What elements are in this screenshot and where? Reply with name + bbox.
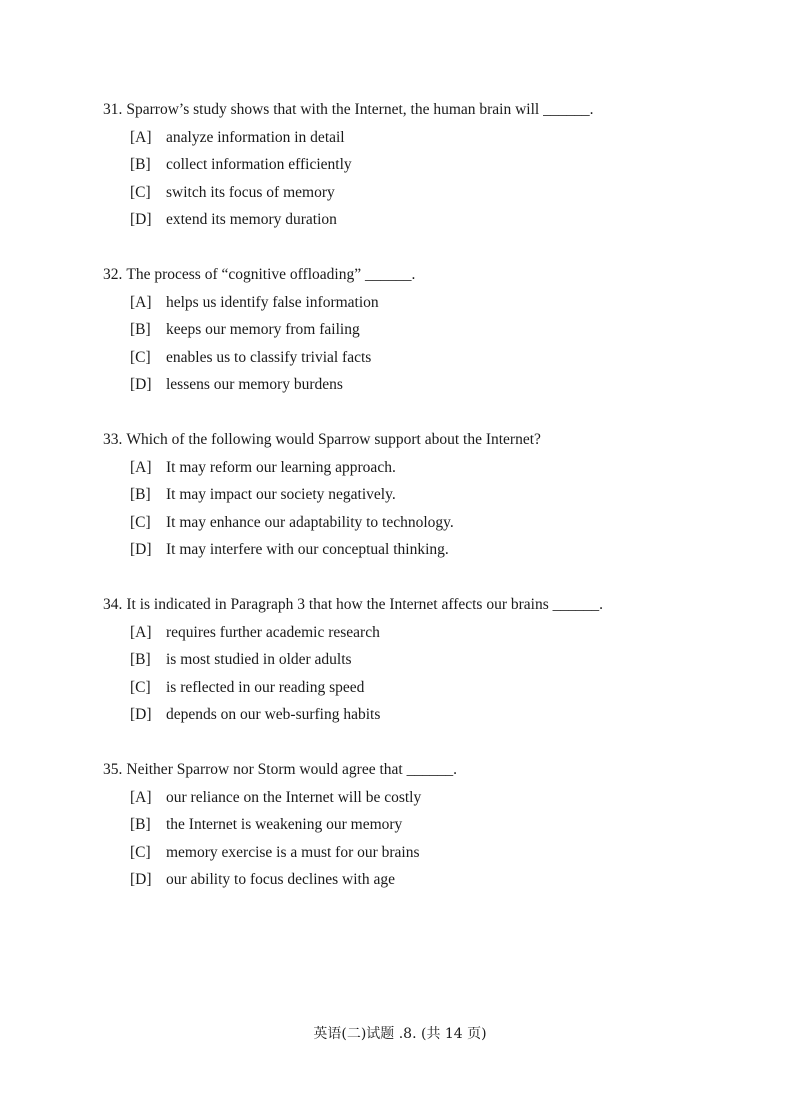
option-text: extend its memory duration bbox=[166, 211, 337, 228]
option-d[interactable] bbox=[130, 704, 703, 726]
option-letter: [A] bbox=[130, 623, 152, 641]
question-number: 32. bbox=[103, 266, 123, 283]
option-c[interactable] bbox=[130, 182, 703, 204]
question-stem bbox=[103, 429, 703, 451]
question-33 bbox=[103, 429, 703, 561]
option-text: memory exercise is a must for our brains bbox=[166, 843, 420, 861]
option-text: our reliance on the Internet will be costly bbox=[166, 788, 422, 806]
option-text: is most studied in older adults bbox=[166, 651, 352, 668]
option-b[interactable] bbox=[130, 649, 703, 671]
option-c[interactable] bbox=[130, 842, 703, 864]
option-a[interactable] bbox=[130, 127, 703, 149]
option-letter: [A] bbox=[130, 293, 152, 311]
option-text: requires further academic research bbox=[166, 623, 380, 641]
option-text: the Internet is weakening our memory bbox=[166, 816, 403, 833]
option-text: It may impact our society negatively. bbox=[166, 486, 396, 503]
option-letter: [C] bbox=[130, 183, 151, 201]
option-letter: [C] bbox=[130, 678, 151, 696]
option-letter: [B] bbox=[130, 321, 151, 338]
question-35 bbox=[103, 759, 703, 891]
option-b[interactable] bbox=[130, 814, 703, 836]
page-footer: 英语(二)试题 .8. (共 14 页) bbox=[313, 1026, 487, 1042]
option-letter: [D] bbox=[130, 706, 152, 723]
option-c[interactable] bbox=[130, 512, 703, 534]
question-text: Neither Sparrow nor Storm would agree that ______. bbox=[126, 761, 457, 778]
option-letter: [D] bbox=[130, 871, 152, 888]
option-c[interactable] bbox=[130, 347, 703, 369]
option-a[interactable] bbox=[130, 787, 703, 809]
option-letter: [C] bbox=[130, 843, 151, 861]
option-letter: [B] bbox=[130, 486, 151, 503]
option-d[interactable] bbox=[130, 209, 703, 231]
question-text: It is indicated in Paragraph 3 that how the Internet affects our brains ______. bbox=[126, 596, 604, 613]
option-c[interactable] bbox=[130, 677, 703, 699]
question-31 bbox=[103, 99, 703, 231]
option-d[interactable] bbox=[130, 374, 703, 396]
option-letter: [A] bbox=[130, 458, 152, 476]
question-text: Sparrow’s study shows that with the Internet, the human brain will ______. bbox=[126, 101, 594, 118]
question-stem bbox=[103, 594, 703, 616]
question-number: 31. bbox=[103, 101, 123, 118]
option-text: collect information efficiently bbox=[166, 156, 352, 173]
option-text: It may enhance our adaptability to technology. bbox=[166, 513, 454, 531]
option-d[interactable] bbox=[130, 539, 703, 561]
question-stem bbox=[103, 99, 703, 121]
question-stem bbox=[103, 759, 703, 781]
option-d[interactable] bbox=[130, 869, 703, 891]
question-number: 35. bbox=[103, 761, 123, 778]
option-letter: [B] bbox=[130, 156, 151, 173]
option-text: our ability to focus declines with age bbox=[166, 871, 395, 888]
question-text: The process of “cognitive offloading” ______. bbox=[126, 266, 416, 283]
option-text: depends on our web-surfing habits bbox=[166, 706, 381, 723]
option-letter: [B] bbox=[130, 651, 151, 668]
question-number: 34. bbox=[103, 596, 123, 613]
option-letter: [A] bbox=[130, 788, 152, 806]
option-text: lessens our memory burdens bbox=[166, 376, 343, 393]
option-letter: [C] bbox=[130, 513, 151, 531]
option-letter: [C] bbox=[130, 348, 151, 366]
option-text: keeps our memory from failing bbox=[166, 321, 360, 338]
question-34 bbox=[103, 594, 703, 726]
option-b[interactable] bbox=[130, 484, 703, 506]
option-letter: [D] bbox=[130, 541, 152, 558]
option-letter: [B] bbox=[130, 816, 151, 833]
option-letter: [D] bbox=[130, 376, 152, 393]
option-a[interactable] bbox=[130, 622, 703, 644]
question-number: 33. bbox=[103, 431, 123, 448]
option-b[interactable] bbox=[130, 319, 703, 341]
option-a[interactable] bbox=[130, 457, 703, 479]
option-text: It may interfere with our conceptual thinking. bbox=[166, 541, 449, 558]
question-text: Which of the following would Sparrow support about the Internet? bbox=[126, 431, 541, 448]
option-text: helps us identify false information bbox=[166, 293, 379, 311]
option-text: analyze information in detail bbox=[166, 128, 345, 146]
option-letter: [A] bbox=[130, 128, 152, 146]
question-stem bbox=[103, 264, 703, 286]
question-32 bbox=[103, 264, 703, 396]
option-text: is reflected in our reading speed bbox=[166, 678, 365, 696]
option-text: enables us to classify trivial facts bbox=[166, 348, 372, 366]
option-text: It may reform our learning approach. bbox=[166, 458, 396, 476]
option-b[interactable] bbox=[130, 154, 703, 176]
option-a[interactable] bbox=[130, 292, 703, 314]
option-text: switch its focus of memory bbox=[166, 183, 335, 201]
option-letter: [D] bbox=[130, 211, 152, 228]
